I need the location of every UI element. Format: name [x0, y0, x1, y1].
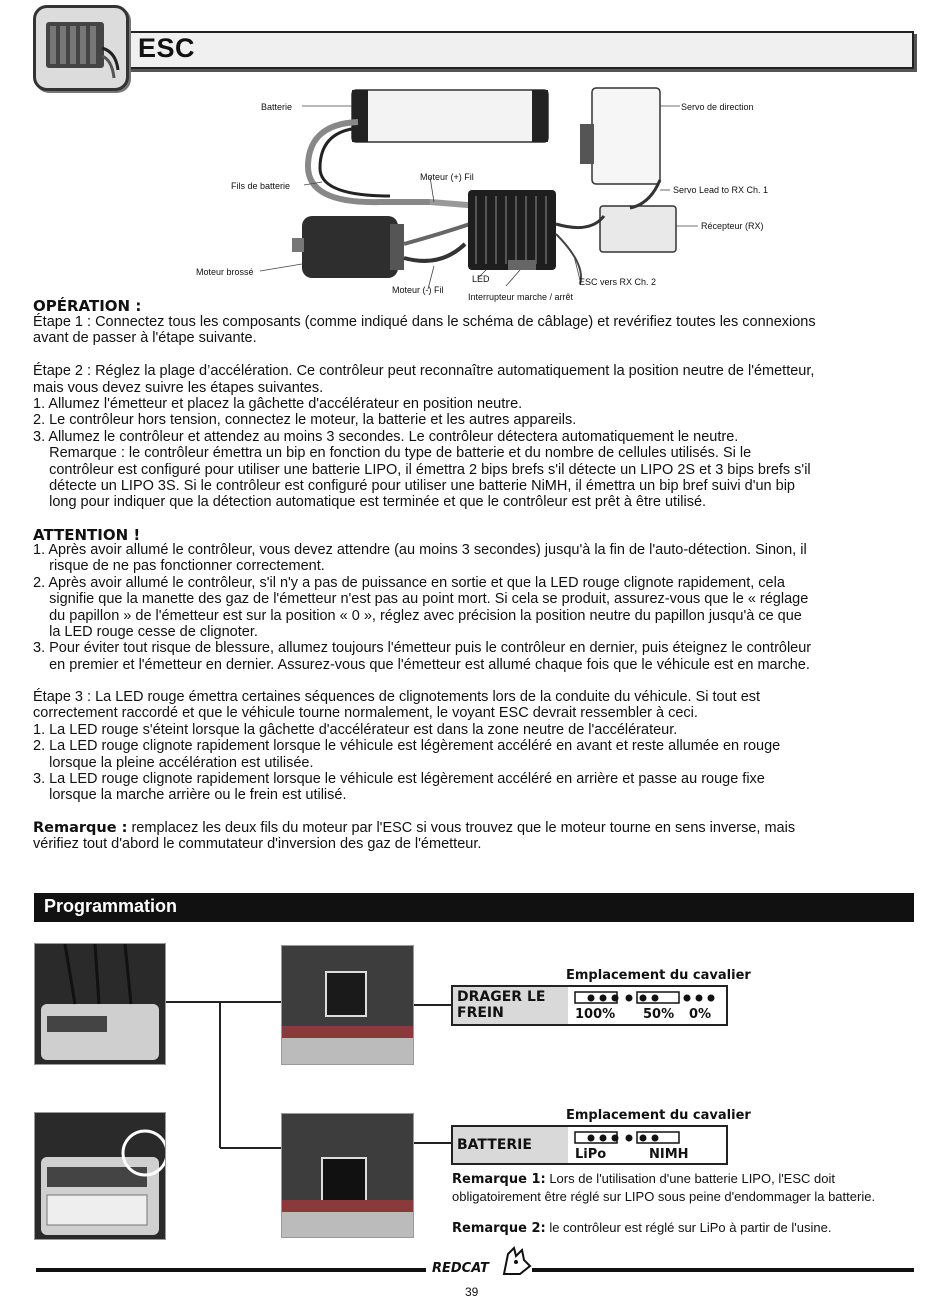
- label-led: LED: [472, 274, 490, 284]
- drag-label: DRAGER LE FREIN: [453, 987, 568, 1024]
- battery-jumpers: [571, 1130, 691, 1146]
- drag-value-50: 50%: [643, 1007, 675, 1022]
- jumper-photo-battery: [281, 1113, 414, 1238]
- esc-icon: [33, 5, 129, 91]
- header-bar: [120, 31, 914, 69]
- drag-table: [451, 985, 728, 1026]
- step3-text: Étape 3 : La LED rouge émettra certaines séquences de clignotements lors de la conduite du véhicule. Si tout est correctement raccordé et que le véhicule tourne normalement, le voyant ESC devrait ressembler à ceci. 1. La LED rouge s'éteint lorsque la gâchette d'accélérateur est dans la zone neutre de l'accélérateur. 2. La LED rouge clignote rapidement lorsque le véhicule est légèrement accéléré en avant et reste allumée en rouge lorsque la pleine accélération est utilisée. 3. La LED rouge clignote rapidement lorsque le véhicule est légèrement accéléré en arrière et passe au rouge fixe lorsque la marche arrière ou le frein est utilisé.: [33, 689, 781, 804]
- label-motor-pos: Moteur (+) Fil: [420, 172, 474, 182]
- esc-shape: [468, 190, 556, 270]
- battery-shape: [352, 90, 548, 142]
- programming-title: Programmation: [44, 896, 178, 916]
- page-number: 39: [465, 1285, 479, 1299]
- drag-heading: Emplacement du cavalier: [566, 968, 751, 983]
- servo-shape: [592, 88, 660, 184]
- label-servo-lead: Servo Lead to RX Ch. 1: [673, 185, 769, 195]
- note-1: Remarque 1: Lors de l'utilisation d'une batterie LIPO, l'ESC doit obligatoirement être réglé sur LIPO sous peine d'endommager la batterie.: [452, 1171, 876, 1204]
- connector-battery: [414, 1142, 454, 1144]
- attention-heading: ATTENTION !: [33, 526, 141, 544]
- receiver-shape: [600, 206, 676, 252]
- battery-label: BATTERIE: [453, 1127, 568, 1163]
- battery-value-nimh: NIMH: [649, 1147, 689, 1162]
- drag-value-100: 100%: [575, 1007, 616, 1022]
- page-title: ESC: [138, 33, 196, 63]
- footer-rule-left: [36, 1268, 426, 1272]
- note-2: Remarque 2: le contrôleur est réglé sur LiPo à partir de l'usine.: [452, 1220, 832, 1236]
- label-battery-wire: Fils de batterie: [231, 181, 291, 191]
- attention-text: 1. Après avoir allumé le contrôleur, vous devez attendre (au moins 3 secondes) jusqu'à la fin de l'auto-détection. Sinon, il risque de ne pas fonctionner correctement. 2. Après avoir allumé le contrôleur, s'il n'y a pas de puissance en sortie et que la LED rouge clignote rapidement, cela signifie que la manette des gaz de l'émetteur n'est pas au point mort. Si cela se produit, assurez-vous que le « réglage du papillon » de l'émetteur est sur la position « 0 », réglez avec précision la position neutre du papillon jusqu'à ce que la LED rouge cesse de clignoter. 3. Pour éviter tout risque de blessure, allumez toujours l'émetteur puis le contrôleur en dernier, puis éteignez le contrôleur en premier et l'émetteur en dernier. Assurez-vous que l'émetteur est allumé chaque fois que le véhicule est en marche.: [33, 542, 812, 673]
- label-motor: Moteur brossé: [196, 267, 254, 277]
- remark-text: Remarque : remplacez les deux fils du moteur par l'ESC si vous trouvez que le moteur tourne en sens inverse, mais vérifiez tout d'abord le commutateur d'inversion des gaz de l'émetteur.: [33, 820, 796, 853]
- connector-lines: [166, 1000, 286, 1160]
- footer-brand: REDCAT: [432, 1261, 489, 1276]
- operation-text: Étape 1 : Connectez tous les composants (comme indiqué dans le schéma de câblage) et revérifiez toutes les connexions avant de passer à l'étape suivante. Étape 2 : Réglez la plage d’accélération. Ce contrôleur peut reconnaître automatiquement la position neutre de l'émetteur, mais vous devez suivre les étapes suivantes. 1. Allumez l'émetteur et placez la gâchette d'accélérateur en position neutre. 2. Le contrôleur hors tension, connectez le moteur, la batterie et les autres appareils. 3. Allumez le contrôleur et attendez au moins 3 secondes. Le contrôleur détectera automatiquement le neutre. Remarque : le contrôleur émettra un bip en fonction du type de batterie et du nombre de cellules utilisés. Si le contrôleur est configuré pour utiliser une batterie LIPO, il émettra 2 bips brefs s'il détecte un LIPO 2S et 3 bips brefs s'il détecte un LIPO 3S. Si le contrôleur est configuré pour utiliser une batterie NiMH, il émettra un bip bref suivi d'un bip long pour indiquer que la détection automatique est terminée et que le contrôleur est prêt à être utilisé.: [33, 314, 816, 511]
- battery-table: [451, 1125, 728, 1165]
- operation-heading: OPÉRATION :: [33, 297, 142, 315]
- motor-shape: [302, 216, 398, 278]
- label-switch: Interrupteur marche / arrêt: [468, 292, 574, 302]
- label-motor-neg: Moteur (-) Fil: [392, 285, 444, 295]
- label-receiver: Récepteur (RX): [701, 221, 764, 231]
- footer-rule-right: [532, 1268, 914, 1272]
- label-esc-rx: ESC vers RX Ch. 2: [579, 277, 657, 287]
- label-battery: Batterie: [261, 102, 293, 112]
- remark-label: Remarque :: [33, 820, 128, 836]
- redcat-logo-icon: [500, 1244, 532, 1278]
- battery-heading: Emplacement du cavalier: [566, 1108, 751, 1123]
- esc-photo-top: [34, 943, 166, 1065]
- jumper-photo-drag: [281, 945, 414, 1065]
- battery-value-lipo: LiPo: [575, 1147, 607, 1162]
- connector-drag: [414, 1004, 454, 1006]
- label-servo: Servo de direction: [681, 102, 754, 112]
- esc-photo-bottom: [34, 1112, 166, 1240]
- drag-jumpers: [571, 990, 727, 1006]
- drag-value-0: 0%: [689, 1007, 712, 1022]
